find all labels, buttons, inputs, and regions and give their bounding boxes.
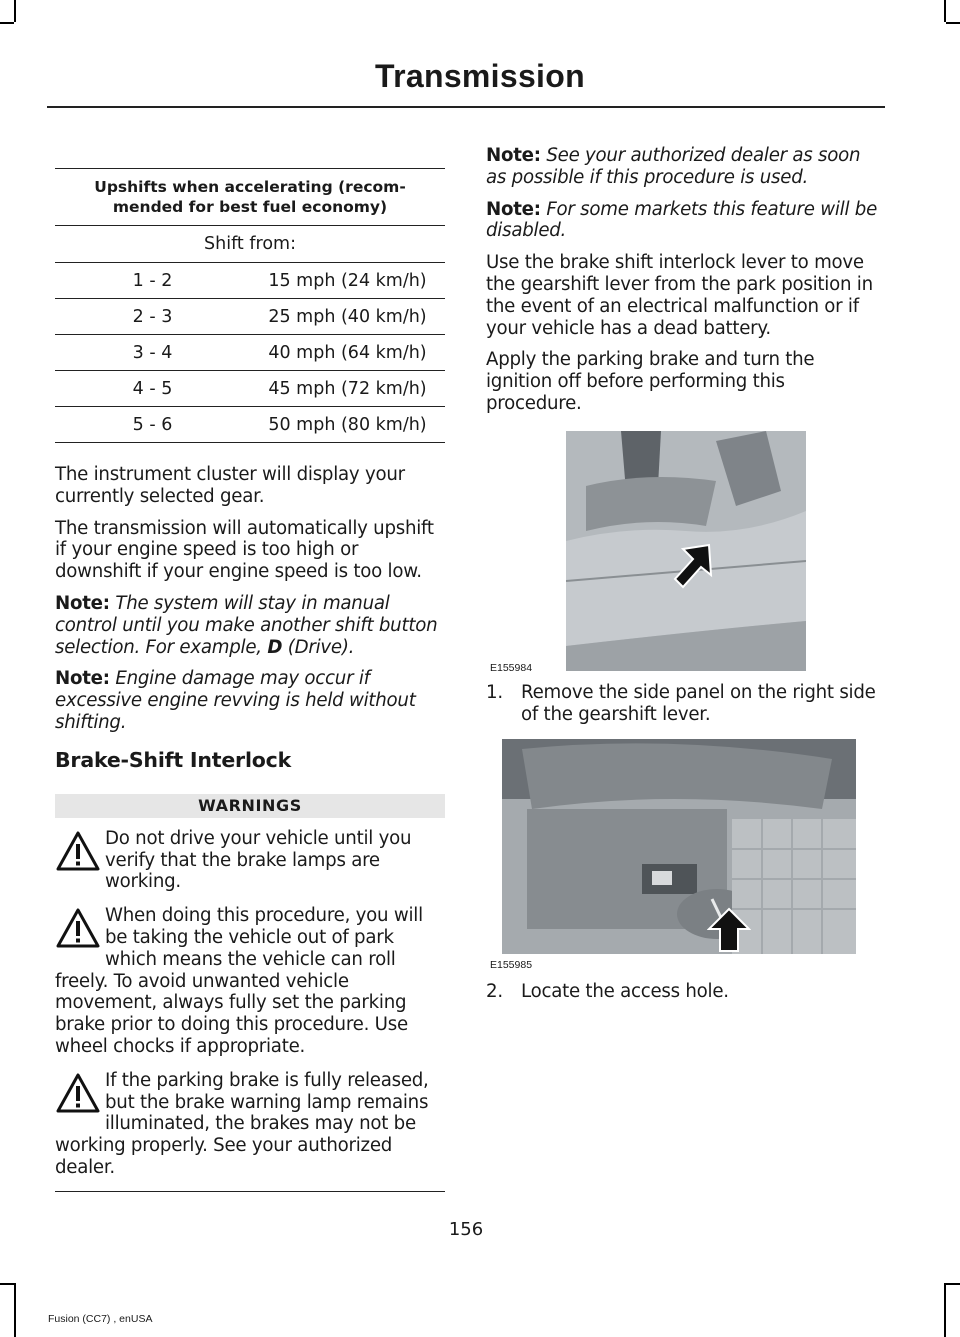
header-divider — [47, 106, 885, 108]
table-row — [55, 263, 445, 299]
speed-cell: 25 mph (40 km/h) — [250, 299, 445, 335]
crop-mark — [946, 1283, 960, 1285]
note — [486, 145, 881, 189]
gear-cell: 5 - 6 — [55, 407, 250, 443]
left-column — [55, 168, 445, 1192]
table-subheading: Shift from: — [55, 226, 445, 263]
note — [486, 199, 881, 243]
page-number: 156 — [448, 1219, 484, 1240]
figure-gearshift-panel — [486, 431, 881, 674]
access-hole-photo — [502, 739, 856, 954]
speed-cell: 50 mph (80 km/h) — [250, 407, 445, 443]
crop-mark — [14, 0, 16, 22]
warnings-divider — [55, 1191, 445, 1192]
warning-triangle-icon — [55, 830, 101, 872]
note-text: (Drive). — [287, 636, 355, 658]
crop-mark — [14, 1283, 16, 1337]
note-label: Note: — [486, 198, 541, 220]
right-column — [486, 145, 881, 1013]
gear-cell: 2 - 3 — [55, 299, 250, 335]
table-row — [55, 407, 445, 443]
note-label: Note: — [55, 592, 110, 614]
note-text: For some markets this feature will be disabled. — [486, 198, 878, 242]
warning-text: If the parking brake is fully released, but the brake warning lamp remains illuminated, the brakes may not be working properly. See your authorized dealer. — [55, 1069, 429, 1178]
warning-text: Do not drive your vehicle until you verify that the brake lamps are working. — [105, 827, 412, 893]
paragraph: The instrument cluster will display your currently selected gear. — [55, 464, 405, 507]
table-row — [55, 299, 445, 335]
table-subheader-row — [55, 226, 445, 263]
table-row — [55, 371, 445, 407]
gear-cell: 3 - 4 — [55, 335, 250, 371]
warning-triangle-icon — [55, 907, 101, 949]
warning-item — [55, 1070, 445, 1179]
note — [55, 593, 445, 658]
list-item — [486, 981, 881, 1003]
arrow-icon — [671, 541, 721, 591]
note-text: See your authorized dealer as soon as possible if this procedure is used. — [486, 145, 861, 188]
note-label: Note: — [486, 145, 541, 166]
warning-item — [55, 905, 445, 1058]
figure-code: E155984 — [490, 661, 533, 674]
gear-cell: 1 - 2 — [55, 263, 250, 299]
warning-item — [55, 828, 445, 893]
figure-access-hole — [486, 739, 881, 971]
step-number: 2. — [486, 981, 503, 1003]
table-heading: Upshifts when accelerating (recom-mended for best fuel economy) — [55, 169, 445, 226]
upshift-table — [55, 168, 445, 443]
note-emphasis: D — [267, 636, 283, 658]
paragraph: Use the brake shift interlock lever to move the gearshift lever from the park position in the event of an electrical malfunction or if your vehicle has a dead battery. — [486, 252, 873, 339]
list-item — [486, 682, 881, 726]
table-header-row — [55, 169, 445, 226]
access-hole-illustration — [502, 739, 856, 954]
note — [55, 668, 445, 733]
speed-cell: 45 mph (72 km/h) — [250, 371, 445, 407]
gearshift-photo — [566, 431, 806, 671]
speed-cell: 15 mph (24 km/h) — [250, 263, 445, 299]
crop-mark — [944, 0, 946, 22]
section-heading: Brake-Shift Interlock — [55, 747, 292, 772]
footer-text: Fusion (CC7) , enUSA — [48, 1313, 153, 1325]
page-title: Transmission — [375, 58, 585, 94]
crop-mark — [0, 22, 14, 24]
step-text: Remove the side panel on the right side of the gearshift lever. — [521, 681, 876, 725]
note-text: The system will stay in manual control until you make another shift button selection. For example, — [55, 592, 438, 658]
gear-cell: 4 - 5 — [55, 371, 250, 407]
warning-text: When doing this procedure, you will be taking the vehicle out of park which means the vehicle can roll freely. To avoid unwanted vehicle movement, always fully set the parking brake prior to doing this procedure. Use wheel chocks if appropriate. — [55, 905, 423, 1057]
figure-code: E155985 — [490, 959, 533, 972]
note-label: Note: — [55, 668, 110, 690]
arrow-icon — [707, 907, 751, 953]
table-row — [55, 335, 445, 371]
warnings-header: WARNINGS — [55, 794, 445, 818]
paragraph: The transmission will automatically upshift if your engine speed is too high or downshift if your engine speed is too low. — [55, 517, 434, 583]
crop-mark — [946, 22, 960, 24]
warning-triangle-icon — [55, 1072, 101, 1114]
crop-mark — [0, 1283, 14, 1285]
step-number: 1. — [486, 681, 503, 703]
note-text: Engine damage may occur if excessive engine revving is held without shifting. — [55, 668, 416, 733]
crop-mark — [944, 1283, 946, 1337]
paragraph: Apply the parking brake and turn the ignition off before performing this procedure. — [486, 349, 815, 414]
speed-cell: 40 mph (64 km/h) — [250, 335, 445, 371]
step-text: Locate the access hole. — [521, 981, 729, 1003]
